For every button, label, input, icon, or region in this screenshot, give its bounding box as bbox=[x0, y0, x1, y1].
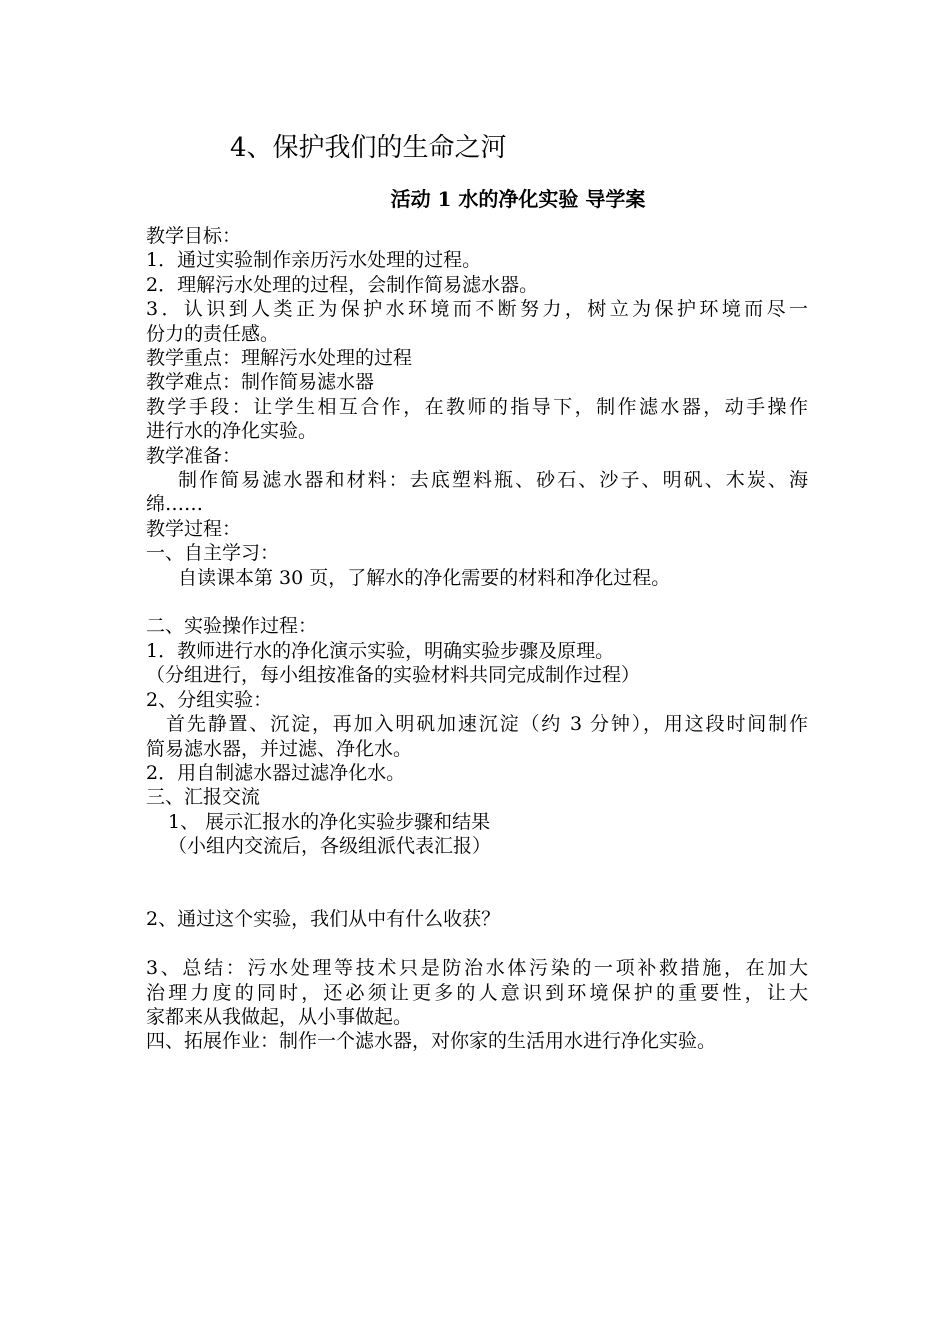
means-line2: 进行水的净化实验。 bbox=[146, 420, 318, 443]
process-heading: 教学过程： bbox=[146, 517, 242, 540]
part2-group-line2: 简易滤水器，并过滤、净化水。 bbox=[146, 737, 413, 760]
document-subtitle: 活动 1 水的净化实验 导学案 bbox=[390, 187, 646, 211]
spacer bbox=[146, 859, 808, 908]
goal-3-line1: 3．认识到人类正为保护水环境而不断努力，树立为保护环境而尽一 bbox=[146, 298, 808, 321]
prep-heading: 教学准备： bbox=[146, 444, 242, 467]
goal-2: 2．理解污水处理的过程，会制作简易滤水器。 bbox=[146, 273, 539, 296]
prep-line1: 制作简易滤水器和材料：去底塑料瓶、砂石、沙子、明矾、木炭、海 bbox=[178, 469, 808, 492]
document-title: 4、保护我们的生命之河 bbox=[230, 133, 507, 163]
part2-group-line1: 首先静置、沉淀，再加入明矾加速沉淀（约 3 分钟），用这段时间制作 bbox=[166, 713, 808, 736]
goals-heading: 教学目标： bbox=[146, 225, 242, 247]
part4-homework: 四、拓展作业：制作一个滤水器，对你家的生活用水进行净化实验。 bbox=[146, 1030, 717, 1053]
part1-text: 自读课本第 30 页，了解水的净化需要的材料和净化过程。 bbox=[178, 566, 671, 589]
part3-item3-line2: 治理力度的同时，还必须让更多的人意识到环境保护的重要性，让大 bbox=[146, 981, 808, 1004]
document-body bbox=[146, 224, 808, 1054]
spacer bbox=[146, 590, 808, 614]
part3-item1: 1、 展示汇报水的净化实验步骤和结果 bbox=[168, 810, 491, 833]
part2-step1: 1．教师进行水的净化演示实验，明确实验步骤及原理。 bbox=[146, 639, 615, 662]
part3-heading: 三、汇报交流 bbox=[146, 786, 261, 809]
part2-note: （分组进行，每小组按准备的实验材料共同完成制作过程） bbox=[146, 664, 641, 687]
key-point: 教学重点：理解污水处理的过程 bbox=[146, 347, 413, 370]
part3-item3-line1: 3、总结：污水处理等技术只是防治水体污染的一项补救措施，在加大 bbox=[146, 957, 808, 980]
goal-3-line2: 份力的责任感。 bbox=[146, 322, 280, 345]
part2-heading: 二、实验操作过程： bbox=[146, 615, 318, 638]
difficulty: 教学难点：制作简易滤水器 bbox=[146, 371, 375, 394]
prep-line2: 绵…… bbox=[146, 493, 204, 516]
part1-heading: 一、自主学习： bbox=[146, 542, 280, 565]
part2-group-heading: 2、分组实验： bbox=[146, 688, 273, 711]
goal-1: 1．通过实验制作亲历污水处理的过程。 bbox=[146, 249, 482, 272]
part3-note: （小组内交流后，各级组派代表汇报） bbox=[168, 835, 492, 858]
means-line1: 教学手段：让学生相互合作，在教师的指导下，制作滤水器，动手操作 bbox=[146, 395, 808, 418]
part3-item3-line3: 家都来从我做起，从小事做起。 bbox=[146, 1005, 413, 1028]
spacer bbox=[146, 932, 808, 956]
part2-step2: 2．用自制滤水器过滤净化水。 bbox=[146, 761, 406, 784]
part3-item2: 2、通过这个实验，我们从中有什么收获？ bbox=[146, 908, 501, 931]
